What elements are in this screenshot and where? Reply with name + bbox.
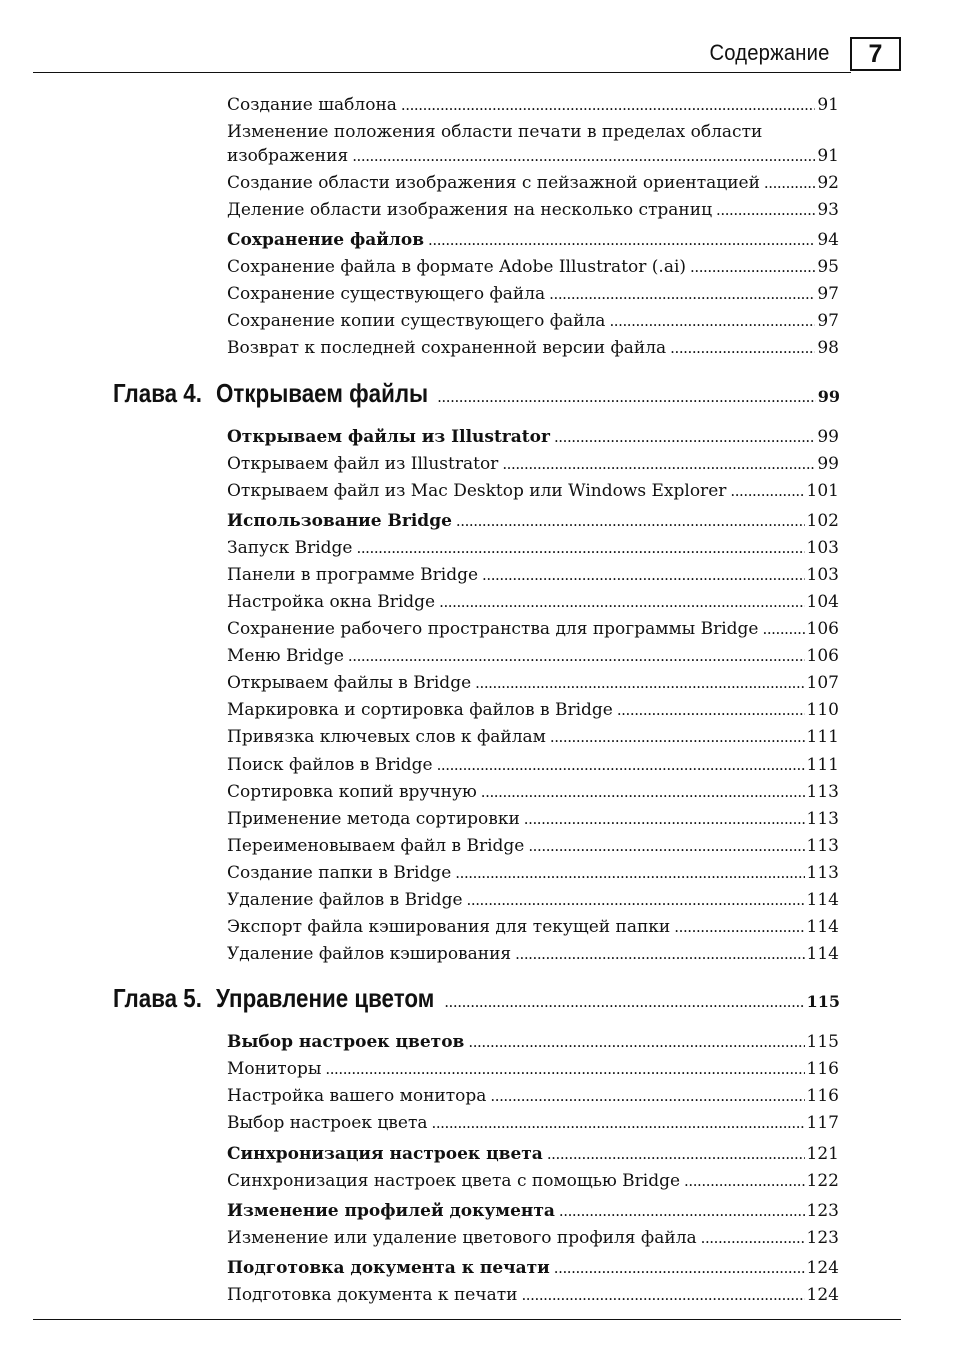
dot-leader [444,992,804,1011]
toc-entry [227,565,839,585]
chapter-title: Открываем файлы [216,378,429,408]
toc-section-entry [227,427,839,447]
header-rule [33,72,851,73]
entry-title: Изменение профилей документа [227,1201,555,1221]
dot-leader [481,782,805,802]
entry-page: 106 [806,619,839,639]
entry-page: 101 [806,481,839,501]
dot-leader [674,917,804,937]
entry-title: Сортировка копий вручную [227,782,477,802]
entry-title: Сохранение файла в формате Adobe Illustrator (.ai) [227,257,687,277]
entry-title: Синхронизация настроек цвета [227,1144,543,1164]
dot-leader [468,1032,804,1052]
toc-entry [227,1285,839,1305]
dot-leader [764,173,815,193]
entry-title: Синхронизация настроек цвета с помощью Bridge [227,1171,681,1191]
dot-leader [431,1113,804,1133]
toc-section-entry [227,511,839,531]
entry-title: Мониторы [227,1059,322,1079]
entry-page: 114 [806,944,839,964]
toc-section-entry [227,1144,839,1164]
page-number-box [850,37,901,71]
chapter-page: 99 [817,387,840,406]
toc-entry [227,1059,839,1079]
entry-title: Изменение или удаление цветового профиля файла [227,1228,697,1248]
entry-title: Меню Bridge [227,646,344,666]
entry-title: Поиск файлов в Bridge [227,755,433,775]
entry-title: Панели в программе Bridge [227,565,479,585]
entry-title: изображения [227,146,349,166]
toc-entry [227,284,839,304]
toc-entry [227,646,839,666]
entry-page: 113 [806,782,839,802]
entry-page: 91 [817,146,839,166]
entry-title: Сохранение рабочего пространства для программы Bridge [227,619,759,639]
entry-page: 114 [806,917,839,937]
dot-leader [521,1285,804,1305]
entry-page: 102 [806,511,839,531]
toc-entry-line1 [227,122,839,142]
entry-page: 114 [806,890,839,910]
page-number: 7 [868,39,883,68]
entry-page: 113 [806,809,839,829]
dot-leader [684,1171,805,1191]
chapter-label: Глава 5. [113,983,202,1013]
dot-leader [549,284,815,304]
chapter-page: 115 [806,992,840,1011]
entry-title: Привязка ключевых слов к файлам [227,727,546,747]
entry-page: 123 [806,1201,839,1221]
dot-leader [467,890,805,910]
dot-leader [550,727,805,747]
toc-entry [227,95,839,115]
dot-leader [730,481,804,501]
dot-leader [502,454,815,474]
toc-entry [227,538,839,558]
entry-page: 103 [806,538,839,558]
toc-section-entry [227,1258,839,1278]
toc-entry [227,809,839,829]
entry-page: 91 [817,95,839,115]
section-title: Содержание [709,40,830,65]
entry-title: Возврат к последней сохраненной версии файла [227,338,667,358]
entry-page: 98 [817,338,839,358]
dot-leader [559,1201,805,1221]
entry-title: Выбор настроек цвета [227,1113,428,1133]
toc-section-entry [227,1032,839,1052]
toc-entry [227,1086,839,1106]
entry-page: 117 [806,1113,839,1133]
entry-title: Удаление файлов кэширования [227,944,512,964]
entry-title: Деление области изображения на несколько страниц [227,200,713,220]
chapter-heading [113,378,840,409]
dot-leader [456,511,805,531]
toc-entry [227,257,839,277]
entry-title: Создание шаблона [227,95,397,115]
toc-entry [227,200,839,220]
dot-leader [455,863,804,883]
toc-entry [227,917,839,937]
chapter-title: Управление цветом [216,983,435,1013]
toc-entry [227,173,839,193]
entry-title: Маркировка и сортировка файлов в Bridge [227,700,613,720]
entry-title: Переименовываем файл в Bridge [227,836,525,856]
dot-leader [524,809,805,829]
entry-page: 124 [806,1285,839,1305]
entry-title: Открываем файлы в Bridge [227,673,472,693]
toc-entry [227,782,839,802]
entry-title: Использование Bridge [227,511,452,531]
toc-entry [227,146,839,166]
dot-leader [352,146,815,166]
toc-entry [227,311,839,331]
dot-leader [670,338,815,358]
dot-leader [554,1258,805,1278]
entry-page: 99 [817,427,839,447]
footer-rule [33,1319,901,1320]
entry-page: 122 [806,1171,839,1191]
entry-title: Изменение положения области печати в пределах области [227,122,763,142]
entry-title: Открываем файл из Illustrator [227,454,499,474]
dot-leader [437,387,816,406]
entry-title: Сохранение копии существующего файла [227,311,606,331]
entry-title: Открываем файлы из Illustrator [227,427,550,447]
entry-title: Экспорт файла кэширования для текущей папки [227,917,671,937]
entry-title: Выбор настроек цветов [227,1032,465,1052]
entry-title: Применение метода сортировки [227,809,520,829]
entry-page: 97 [817,284,839,304]
dot-leader [617,700,805,720]
dot-leader [554,427,815,447]
entry-page: 113 [806,863,839,883]
dot-leader [490,1086,804,1106]
toc-entry [227,755,839,775]
entry-title: Подготовка документа к печати [227,1285,518,1305]
entry-title: Создание области изображения с пейзажной ориентацией [227,173,760,193]
toc-entry [227,673,839,693]
toc-entry [227,863,839,883]
entry-title: Подготовка документа к печати [227,1258,550,1278]
entry-title: Сохранение существующего файла [227,284,546,304]
toc-entry [227,890,839,910]
dot-leader [547,1144,805,1164]
dot-leader [401,95,815,115]
entry-page: 115 [806,1032,839,1052]
dot-leader [475,673,804,693]
entry-page: 121 [806,1144,839,1164]
entry-page: 99 [817,454,839,474]
toc-entry [227,1228,839,1248]
entry-title: Удаление файлов в Bridge [227,890,463,910]
toc-entry [227,592,839,612]
entry-title: Сохранение файлов [227,230,425,250]
entry-page: 124 [806,1258,839,1278]
dot-leader [357,538,805,558]
entry-title: Настройка вашего монитора [227,1086,487,1106]
entry-title: Создание папки в Bridge [227,863,452,883]
dot-leader [348,646,805,666]
entry-title: Открываем файл из Mac Desktop или Windows Explorer [227,481,727,501]
dot-leader [716,200,815,220]
entry-title: Настройка окна Bridge [227,592,436,612]
entry-page: 95 [817,257,839,277]
entry-page: 104 [806,592,839,612]
entry-page: 111 [806,727,839,747]
dot-leader [528,836,804,856]
toc-section-entry [227,1201,839,1221]
entry-page: 116 [806,1086,839,1106]
entry-page: 103 [806,565,839,585]
dot-leader [482,565,805,585]
toc-entry [227,1171,839,1191]
entry-page: 110 [806,700,839,720]
toc-entry [227,944,839,964]
entry-page: 97 [817,311,839,331]
entry-page: 92 [817,173,839,193]
dot-leader [609,311,815,331]
entry-title: Запуск Bridge [227,538,353,558]
entry-page: 123 [806,1228,839,1248]
entry-page: 113 [806,836,839,856]
toc-entry [227,454,839,474]
toc-entry [227,700,839,720]
dot-leader [325,1059,804,1079]
chapter-heading [113,983,840,1014]
dot-leader [762,619,804,639]
toc-entry [227,481,839,501]
dot-leader [437,755,805,775]
dot-leader [515,944,804,964]
toc-entry [227,338,839,358]
dot-leader [701,1228,805,1248]
toc-entry [227,1113,839,1133]
chapter-label: Глава 4. [113,378,202,408]
dot-leader [690,257,815,277]
dot-leader [439,592,804,612]
entry-page: 107 [806,673,839,693]
toc-section-entry [227,230,839,250]
entry-page: 94 [817,230,839,250]
dot-leader [428,230,815,250]
toc-entry [227,619,839,639]
entry-page: 106 [806,646,839,666]
entry-page: 111 [806,755,839,775]
toc-entry [227,727,839,747]
entry-page: 116 [806,1059,839,1079]
entry-page: 93 [817,200,839,220]
toc-entry [227,836,839,856]
